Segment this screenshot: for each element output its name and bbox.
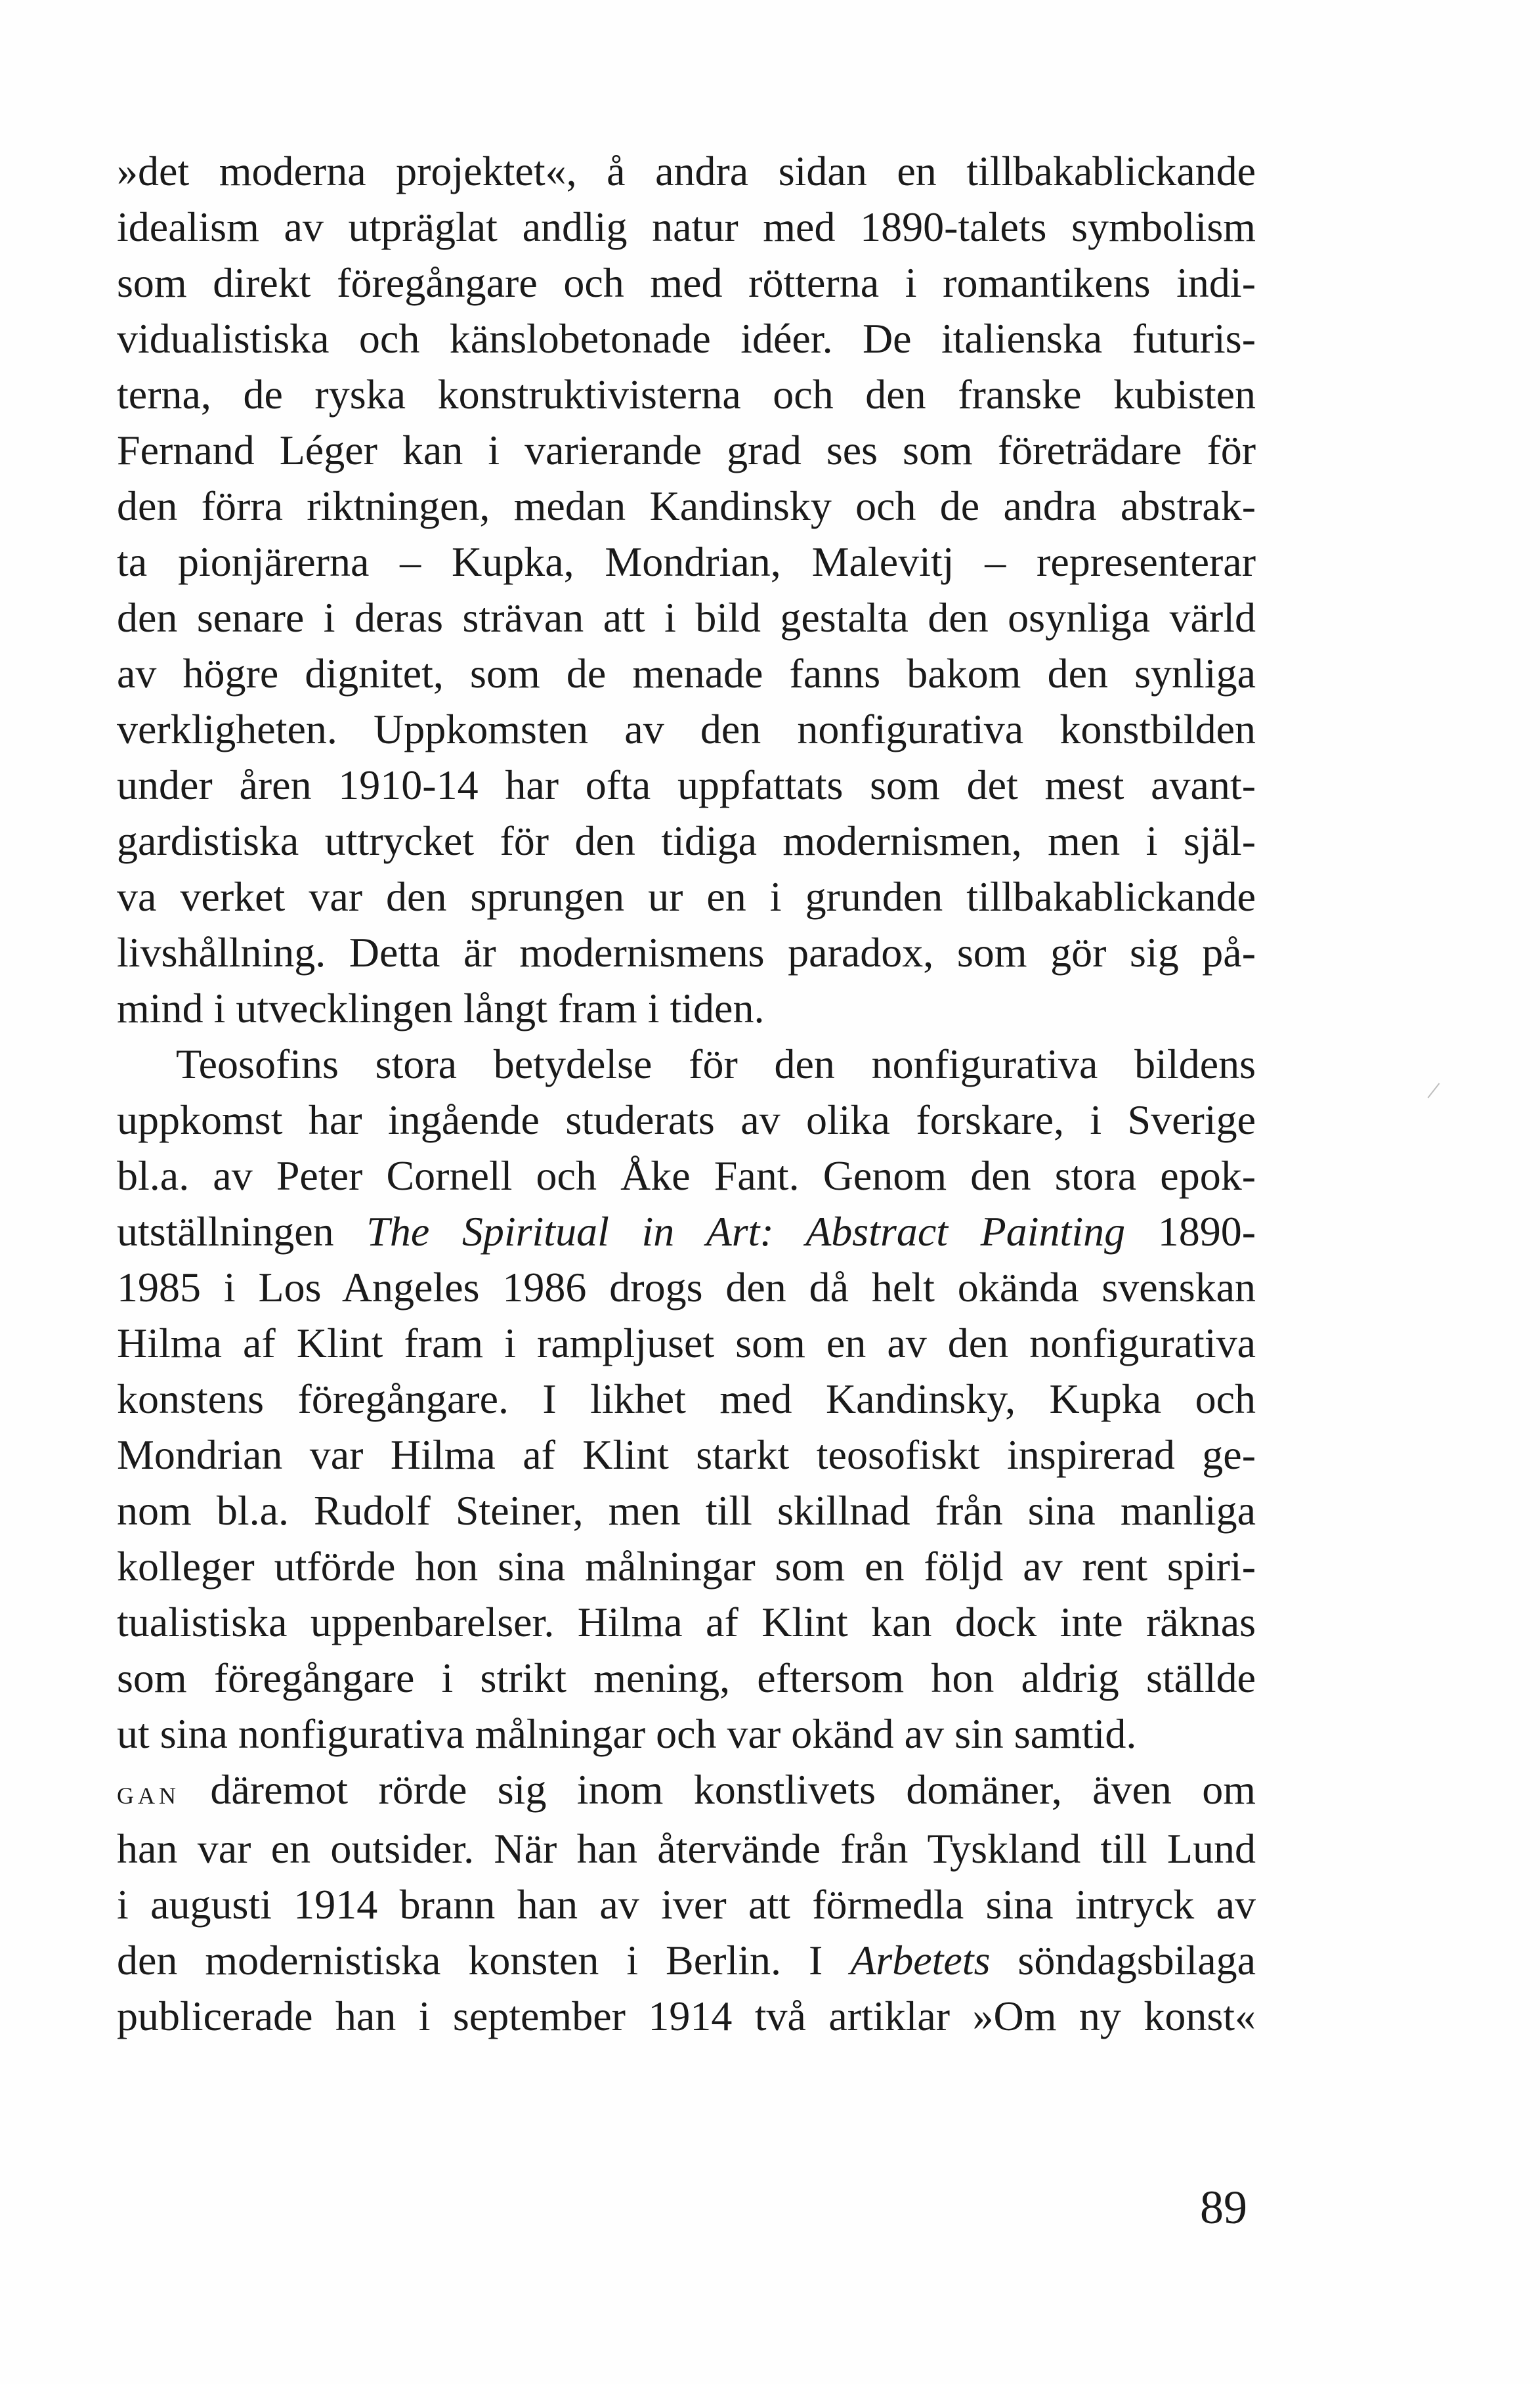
text-line: Mondrian var Hilma af Klint starkt teosofiskt inspirerad ge- <box>117 1431 1256 1478</box>
text-line: Teosofins stora betydelse för den nonfigurativa bildens <box>176 1041 1256 1087</box>
text-line: bl.a. av Peter Cornell och Åke Fant. Genom den stora epok- <box>117 1152 1256 1199</box>
body-text <box>117 143 1256 2044</box>
text-line: i augusti 1914 brann han av iver att förmedla sina intryck av <box>117 1881 1256 1928</box>
text-line: tualistiska uppenbarelser. Hilma af Klint kan dock inte räknas <box>117 1599 1256 1645</box>
text-line-with-italic-title: utställningen The Spiritual in Art: Abstract Painting 1890- <box>117 1208 1256 1255</box>
text-line: kolleger utförde hon sina målningar som en följd av rent spiri- <box>117 1543 1256 1590</box>
text-line: »det moderna projektet«, å andra sidan en tillbakablickande <box>117 148 1256 194</box>
text-line: idealism av utpräglat andlig natur med 1890-talets symbolism <box>117 204 1256 250</box>
smallcaps-name: gan <box>117 1774 180 1811</box>
text-line: som föregångare i strikt mening, eftersom hon aldrig ställde <box>117 1655 1256 1701</box>
text-line: 1985 i Los Angeles 1986 drogs den då helt okända svenskan <box>117 1264 1256 1311</box>
text-line: Hilma af Klint fram i rampljuset som en av den nonfigurativa <box>117 1320 1256 1366</box>
paragraph-2 <box>117 1036 1256 1762</box>
text-line: han var en outsider. När han återvände från Tyskland till Lund <box>117 1825 1256 1872</box>
page-number: 89 <box>1200 2181 1247 2234</box>
italic-title: Arbetets <box>850 1937 991 1983</box>
italic-title: The Spiritual in Art: Abstract Painting <box>366 1208 1126 1255</box>
text-line: terna, de ryska konstruktivisterna och den franske kubisten <box>117 371 1256 418</box>
text-line: verkligheten. Uppkomsten av den nonfigurativa konstbilden <box>117 706 1256 752</box>
text-line: som direkt föregångare och med rötterna i romantikens indi- <box>117 259 1256 306</box>
text-line: konstens föregångare. I likhet med Kandinsky, Kupka och <box>117 1376 1256 1422</box>
text-line: av högre dignitet, som de menade fanns bakom den synliga <box>117 650 1256 697</box>
text-line: mind i utvecklingen långt fram i tiden. <box>117 985 765 1031</box>
text-line: Fernand Léger kan i varierande grad ses som företrädare för <box>117 427 1256 473</box>
text-line: under åren 1910-14 har ofta uppfattats som det mest avant- <box>117 762 1256 808</box>
text-line: ta pionjärerna – Kupka, Mondrian, Malevitj – representerar <box>117 538 1256 585</box>
text-line: nom bl.a. Rudolf Steiner, men till skillnad från sina manliga <box>117 1487 1256 1534</box>
text-line: gardistiska uttrycket för den tidiga modernismen, men i själ- <box>117 817 1256 864</box>
text-line: livshållning. Detta är modernismens paradox, som gör sig på- <box>117 929 1256 976</box>
text-line-with-italic-title: den modernistiska konsten i Berlin. I Arbetets söndagsbilaga <box>117 1937 1256 1983</box>
paragraph-3 <box>117 1762 1256 2044</box>
text-line-with-smallcaps: gan däremot rörde sig inom konstlivets domäner, även om <box>117 1766 1256 1813</box>
text-line: den förra riktningen, medan Kandinsky och de andra abstrak- <box>117 483 1256 529</box>
scan-mark <box>1428 1083 1440 1098</box>
text-line: uppkomst har ingående studerats av olika forskare, i Sverige <box>117 1096 1256 1143</box>
text-line: den senare i deras strävan att i bild gestalta den osynliga värld <box>117 594 1256 641</box>
text-line: vidualistiska och känslobetonade idéer. De italienska futuris- <box>117 315 1256 362</box>
text-line: va verket var den sprungen ur en i grunden tillbakablickande <box>117 873 1256 920</box>
text-line: ut sina nonfigurativa målningar och var okänd av sin samtid. <box>117 1710 1137 1757</box>
text-line: publicerade han i september 1914 två artiklar »Om ny konst« <box>117 1993 1256 2039</box>
paragraph-1 <box>117 143 1256 1036</box>
